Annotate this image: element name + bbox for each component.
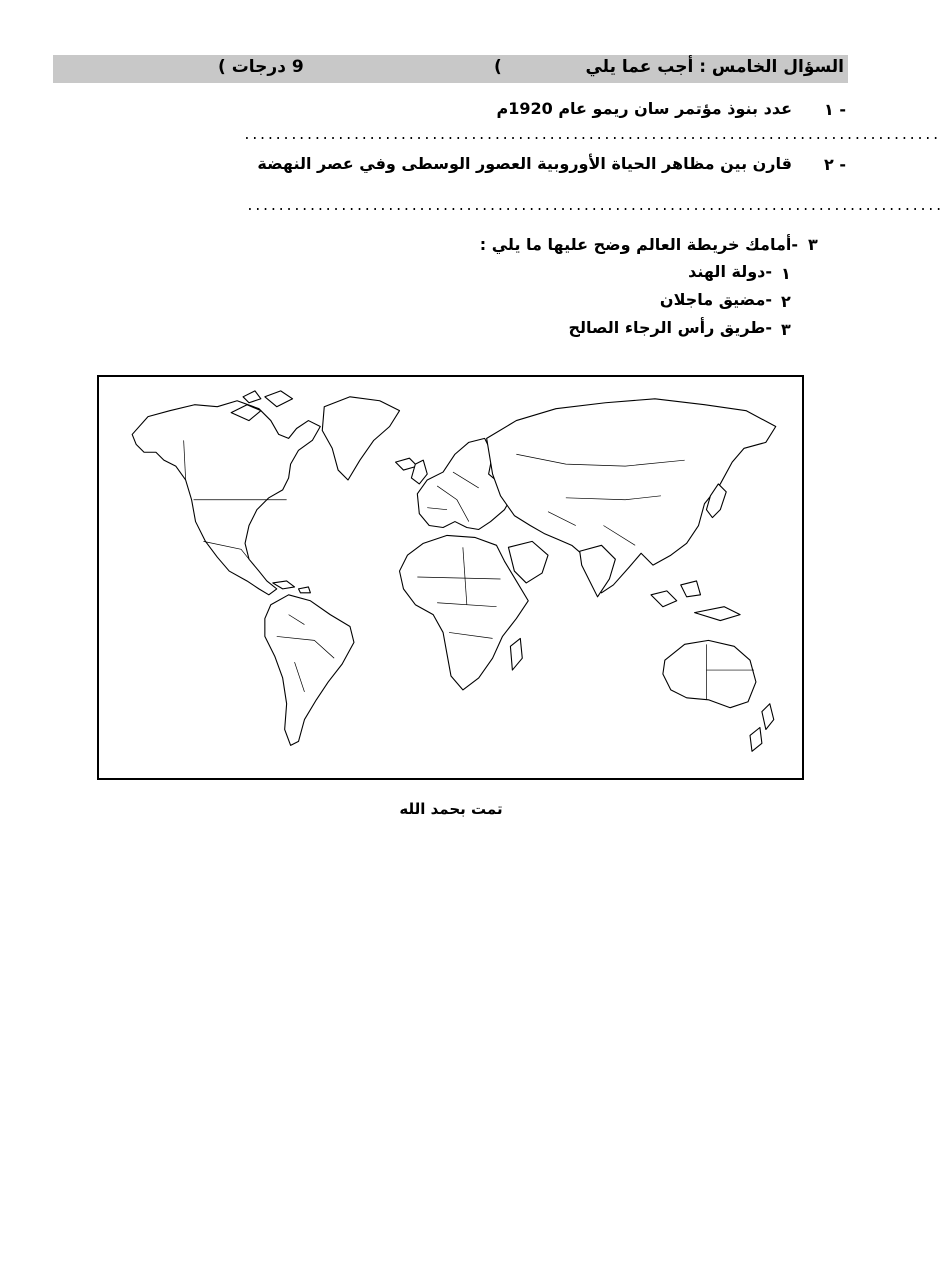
question-2-answer-line: ......................................................................................... bbox=[246, 199, 943, 214]
question-3-item-2-text: -مضيق ماجلان bbox=[659, 290, 772, 309]
question-1-answer-line: ......................................................................................... bbox=[243, 128, 940, 143]
section-title: السؤال الخامس : أجب عما يلي bbox=[585, 57, 844, 77]
question-3-text: -أمامك خريطة العالم وضح عليها ما يلي : bbox=[479, 235, 798, 254]
marks-paren-open: ( bbox=[494, 57, 502, 77]
question-3-item-3-text: -طريق رأس الرجاء الصالح bbox=[568, 318, 772, 337]
question-1-number: ١ - bbox=[824, 100, 846, 119]
marks-label: 9 درجات ) bbox=[218, 57, 304, 77]
question-1-text: عدد بنوذ مؤتمر سان ريمو عام 1920م bbox=[496, 99, 792, 118]
world-map-outline-icon bbox=[99, 377, 802, 778]
world-map-frame bbox=[97, 375, 804, 780]
question-3-number: ٣ bbox=[808, 235, 818, 254]
question-3-item-1-number: ١ bbox=[781, 264, 791, 283]
question-2-number: ٢ - bbox=[824, 155, 846, 174]
question-3-item-3-number: ٣ bbox=[781, 320, 791, 339]
closing-text: تمت بحمد الله bbox=[399, 800, 503, 818]
question-2-text: قارن بين مظاهر الحياة الأوروبية العصور الوسطى وفي عصر النهضة bbox=[257, 154, 792, 173]
question-3-item-1-text: -دولة الهند bbox=[688, 262, 772, 281]
question-3-item-2-number: ٢ bbox=[781, 292, 791, 311]
